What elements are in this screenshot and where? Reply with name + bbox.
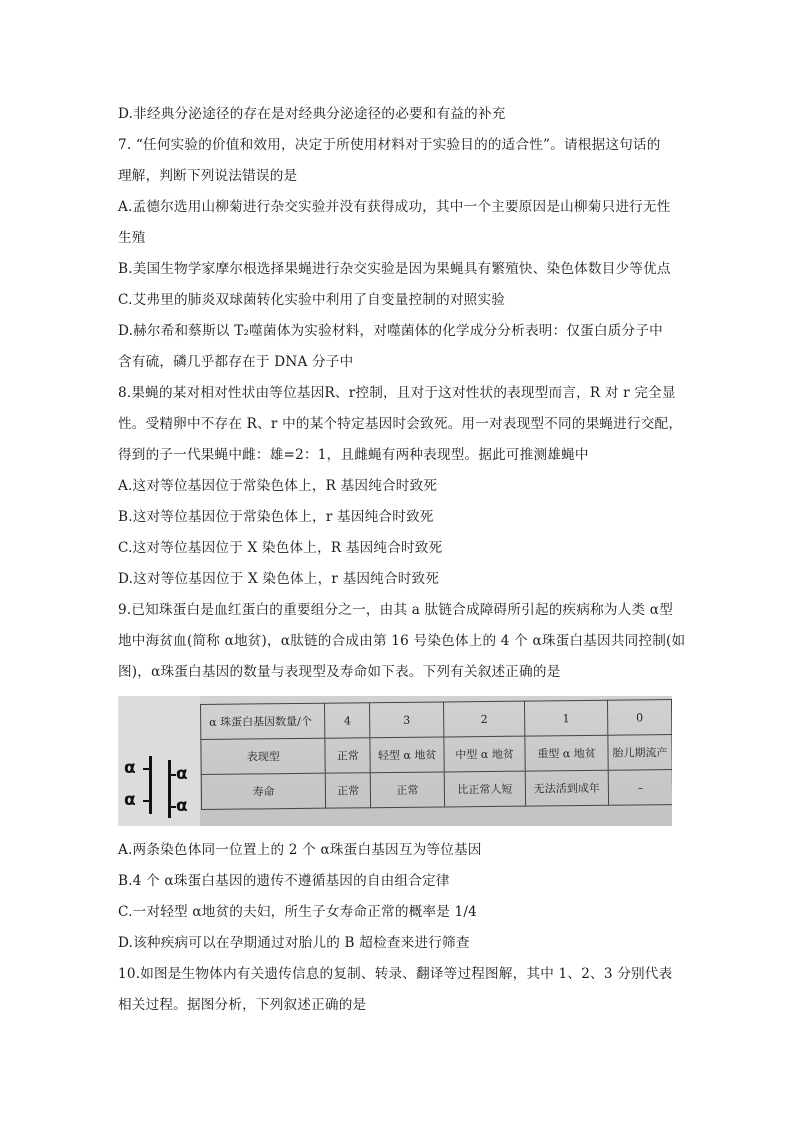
q8-option-d: D.这对等位基因位于 X 染色体上，r 基因纯合时致死 [118, 571, 440, 587]
question-7-stem-cont: 理解，判断下列说法错误的是 [118, 168, 298, 184]
table-header-row [201, 700, 672, 740]
gene-locus-mark [170, 774, 176, 776]
gene-label: α [176, 796, 188, 816]
table-count-cell: 0 [607, 700, 671, 736]
table-cell: – [608, 770, 672, 806]
question-9-stem: 9.已知珠蛋白是血红蛋白的重要组分之一，由其 a 肽链合成障碍所引起的疾病称为人类 α型 [118, 602, 673, 618]
q7-option-d-cont: 含有硫，磷几乎都存在于 DNA 分子中 [118, 354, 354, 370]
table-header-label: α 珠蛋白基因数量/个 [201, 703, 326, 739]
gene-locus-mark [170, 806, 176, 808]
q8-option-c: C.这对等位基因位于 X 染色体上，R 基因纯合时致死 [118, 540, 443, 556]
table-cell: 中型 α 地贫 [444, 736, 525, 772]
gene-label: α [176, 764, 188, 784]
table-count-cell: 3 [370, 702, 444, 738]
table-row [201, 770, 672, 810]
q7-option-d: D.赫尔希和蔡斯以 T₂噬菌体为实验材料，对噬菌体的化学成分分析表明：仅蛋白质分子中 [118, 323, 663, 339]
table-cell: 无法活到成年 [525, 770, 608, 806]
q7-option-b: B.美国生物学家摩尔根选择果蝇进行杂交实验是因为果蝇具有繁殖快、染色体数目少等优点 [118, 261, 671, 277]
chromosome-right [168, 760, 171, 818]
chromosome-gene-diagram [118, 696, 200, 826]
gene-locus-mark [143, 768, 149, 770]
question-9-stem-cont-1: 地中海贫血(简称 α地贫)，α肽链的合成由第 16 号染色体上的 4 个 α珠蛋白基因共同控制(如 [118, 633, 686, 649]
q9-option-c: C.一对轻型 α地贫的夫妇，所生子女寿命正常的概率是 1/4 [118, 904, 477, 920]
question-10-stem-cont: 相关过程。据图分析，下列叙述正确的是 [118, 997, 367, 1013]
table-cell: 正常 [326, 773, 371, 808]
chromosome-left [149, 756, 152, 814]
gene-locus-mark [143, 800, 149, 802]
gene-label: α [124, 758, 136, 778]
table-cell: 重型 α 地贫 [525, 735, 608, 771]
table-count-cell: 4 [325, 703, 370, 738]
gene-label: α [124, 790, 136, 810]
question-10-stem: 10.如图是生物体内有关遗传信息的复制、转录、翻译等过程图解，其中 1、2、3 分别代表 [118, 966, 673, 982]
table-row-label: 寿命 [201, 773, 326, 809]
table-count-cell: 2 [444, 701, 525, 737]
q8-option-a: A.这对等位基因位于常染色体上，R 基因纯合时致死 [118, 478, 438, 494]
table-cell: 胎儿期流产 [608, 735, 672, 771]
q7-option-a-cont: 生殖 [118, 230, 146, 246]
table-cell: 正常 [370, 772, 444, 808]
question-9-stem-cont-2: 图)，α珠蛋白基因的数量与表现型及寿命如下表。下列有关叙述正确的是 [118, 664, 561, 680]
q9-option-a: A.两条染色体同一位置上的 2 个 α珠蛋白基因互为等位基因 [118, 842, 482, 858]
q9-option-d: D.该种疾病可以在孕期通过对胎儿的 B 超检查来进行筛查 [118, 935, 470, 951]
figure-photo [118, 696, 672, 826]
question-8-stem: 8.果蝇的某对相对性状由等位基因R、r控制，且对于这对性状的表现型而言，R 对 r 完全显 [118, 385, 676, 401]
table-count-cell: 1 [524, 700, 607, 736]
q9-option-b: B.4 个 α珠蛋白基因的遗传不遵循基因的自由组合定律 [118, 873, 450, 889]
q7-option-c: C.艾弗里的肺炎双球菌转化实验中利用了自变量控制的对照实验 [118, 292, 506, 308]
question-7-stem: 7. “任何实验的价值和效用，决定于所使用材料对于实验目的的适合性”。请根据这句话的 [118, 137, 661, 153]
table-cell: 比正常人短 [444, 771, 525, 807]
q8-option-b: B.这对等位基因位于常染色体上，r 基因纯合时致死 [118, 509, 434, 525]
table-row-label: 表现型 [201, 738, 326, 774]
q7-option-a: A.孟德尔选用山柳菊进行杂交实验并没有获得成功，其中一个主要原因是山柳菊只进行无性 [118, 199, 671, 215]
table-cell: 轻型 α 地贫 [370, 737, 444, 773]
question-8-stem-cont-1: 性。受精卵中不存在 R、r 中的某个特定基因时会致死。用一对表现型不同的果蝇进行交配， [118, 416, 683, 432]
question-8-stem-cont-2: 得到的子一代果蝇中雌：雄=2：1，且雌蝇有两种表现型。据此可推测雄蝇中 [118, 447, 589, 463]
alpha-globin-table [200, 699, 672, 810]
table-cell: 正常 [325, 738, 370, 773]
option-d-q6: D.非经典分泌途径的存在是对经典分泌途径的必要和有益的补充 [118, 106, 506, 122]
table-row [201, 735, 672, 775]
